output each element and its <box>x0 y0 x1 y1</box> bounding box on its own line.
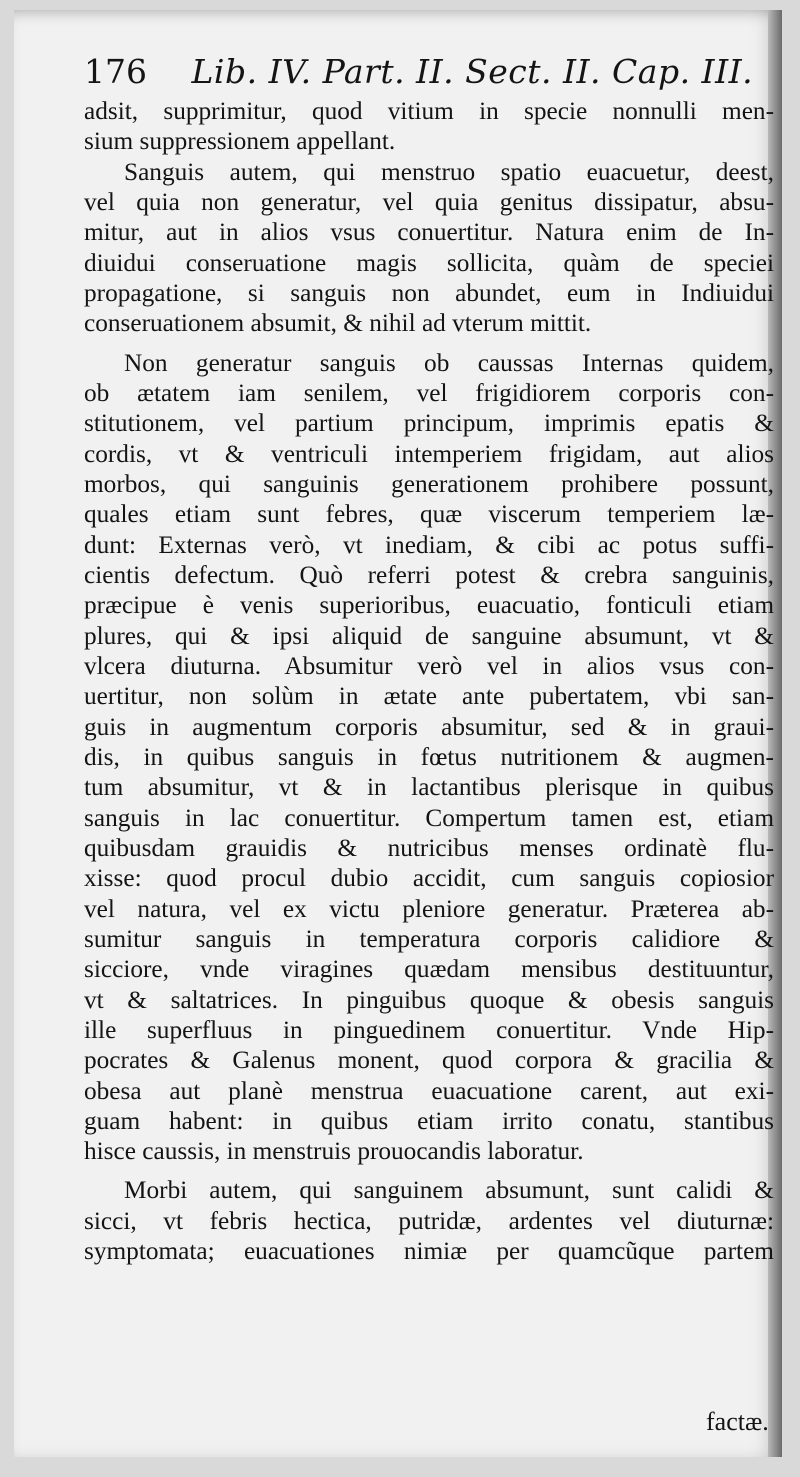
text-line: Non generatur sanguis ob caussas Internas quidem, <box>124 348 774 377</box>
text-line: vlcera diuturna. Absumitur verò vel in alios vsus con- <box>84 651 774 680</box>
text-line: mitur, aut in alios vsus conuertitur. Natura enim de In- <box>84 218 774 247</box>
text-line: guam habent: in quibus etiam irrito conatu, stantibus <box>84 1106 774 1135</box>
body-text <box>84 96 774 1266</box>
text-line: vel natura, vel ex victu pleniore generatur. Præterea ab- <box>84 894 774 923</box>
text-line: Sanguis autem, qui menstruo spatio euacuetur, deest, <box>124 157 774 186</box>
text-line: cientis defectum. Quò referri potest & crebra sanguinis, <box>84 560 774 589</box>
text-line: diuidui conseruatione magis sollicita, quàm de speciei <box>84 248 774 277</box>
page-header <box>84 52 753 92</box>
page-number: 176 <box>84 52 147 91</box>
text-line: symptomata; euacuationes nimiæ per quamcũque partem <box>84 1237 774 1266</box>
text-line: quales etiam sunt febres, quæ viscerum temperiem læ- <box>84 500 774 529</box>
text-line: sicci, vt febris hectica, putridæ, ardentes vel diuturnæ: <box>84 1206 774 1235</box>
text-line: cordis, vt & ventriculi intemperiem frigidam, aut alios <box>84 439 774 468</box>
text-line: vel quia non generatur, vel quia genitus dissipatur, absu- <box>84 187 774 216</box>
text-line: sicciore, vnde viragines quædam mensibus destituuntur, <box>84 955 774 984</box>
book-page <box>14 10 782 1457</box>
text-line: Morbi autem, qui sanguinem absumunt, sunt calidi & <box>124 1176 774 1205</box>
text-line: adsit, supprimitur, quod vitium in specie nonnulli men- <box>84 97 774 125</box>
text-line: sumitur sanguis in temperatura corporis calidiore & <box>84 924 774 953</box>
text-line: conseruationem absumit, & nihil ad vterum mittit. <box>84 309 592 338</box>
text-line: quibusdam grauidis & nutricibus menses ordinatè flu- <box>84 833 774 862</box>
text-line: morbos, qui sanguinis generationem prohibere possunt, <box>84 469 774 498</box>
text-line: pocrates & Galenus monent, quod corpora & gracilia & <box>84 1046 774 1075</box>
text-line: ille superfluus in pinguedinem conuertitur. Vnde Hip- <box>84 1015 774 1044</box>
running-head: Lib. IV. Part. II. Sect. II. Cap. III. <box>191 52 754 91</box>
text-line: guis in augmentum corporis absumitur, sed & in graui- <box>84 712 774 741</box>
text-line: xisse: quod procul dubio accidit, cum sanguis copiosior <box>84 864 774 893</box>
text-line: obesa aut planè menstrua euacuatione carent, aut exi- <box>84 1076 774 1105</box>
text-line: hisce caussis, in menstruis prouocandis laboratur. <box>84 1137 584 1166</box>
text-line: sium suppressionem appellant. <box>84 127 396 156</box>
text-line: ob ætatem iam senilem, vel frigidiorem corporis con- <box>84 378 774 407</box>
text-line: præcipue è venis superioribus, euacuatio, fonticuli etiam <box>84 591 774 620</box>
text-line: vt & saltatrices. In pinguibus quoque & obesis sanguis <box>84 985 774 1014</box>
text-line: tum absumitur, vt & in lactantibus plerisque in quibus <box>84 773 774 802</box>
text-line: plures, qui & ipsi aliquid de sanguine absumunt, vt & <box>84 621 774 650</box>
text-line: propagatione, si sanguis non abundet, eum in Indiuidui <box>84 278 774 307</box>
text-line: sanguis in lac conuertitur. Compertum tamen est, etiam <box>84 803 774 832</box>
text-line: uertitur, non solùm in ætate ante pubertatem, vbi san- <box>84 682 774 711</box>
catchword: factæ. <box>706 1407 769 1436</box>
text-line: dis, in quibus sanguis in fœtus nutritionem & augmen- <box>84 742 774 771</box>
text-line: stitutionem, vel partium principum, imprimis epatis & <box>84 409 774 438</box>
text-line: dunt: Externas verò, vt inediam, & cibi ac potus suffi- <box>84 530 774 559</box>
